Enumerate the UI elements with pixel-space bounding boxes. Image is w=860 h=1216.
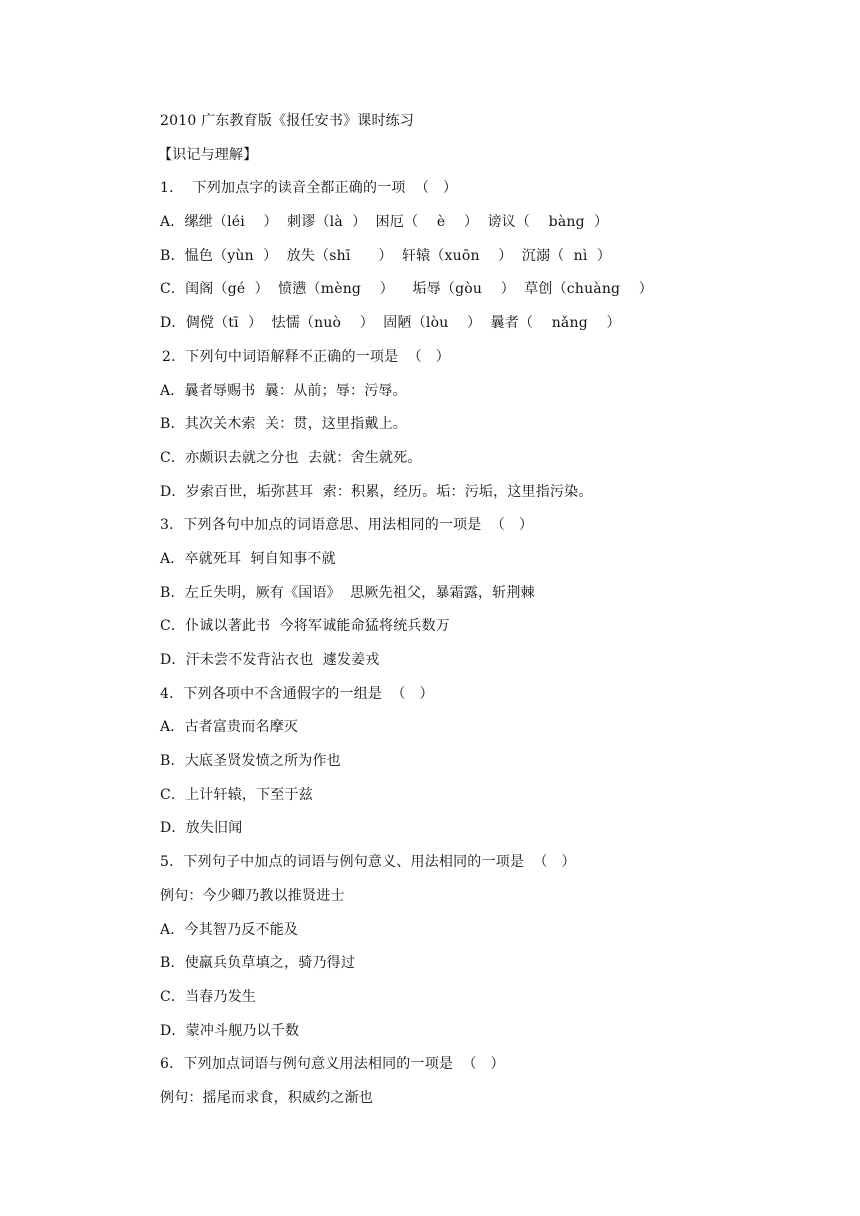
question-4: 4．下列各项中不含通假字的一组是 （ ） <box>160 685 434 702</box>
question-5: 5．下列句子中加点的词语与例句意义、用法相同的一项是 （ ） <box>160 854 576 871</box>
question-6: 6．下列加点词语与例句意义用法相同的一项是 （ ） <box>160 1056 505 1073</box>
question-3: 3．下列各句中加点的词语意思、用法相同的一项是 （ ） <box>160 517 534 534</box>
section-heading: 【识记与理解】 <box>158 146 258 163</box>
q1-option-d: D．倜傥（tī ） 怯懦（nuò ） 固陋（lòu ） 曩者（ nǎng ） <box>160 315 621 332</box>
q1-option-c: C．闺阁（gé ） 愤懑（mèng ） 垢辱（gòu ） 草创（chuàng ） <box>160 281 654 298</box>
q2-option-b: B．其次关木索 关：贯，这里指戴上。 <box>160 416 407 433</box>
q4-option-a: A．古者富贵而名摩灭 <box>160 719 299 736</box>
q5-option-d: D．蒙冲斗舰乃以千数 <box>160 1022 300 1039</box>
q6-example: 例句：摇尾而求食，积威约之渐也 <box>160 1089 373 1106</box>
q4-option-d: D．放失旧闻 <box>160 820 243 837</box>
q1-option-b: B．愠色（yùn ） 放失（shī ） 轩辕（xuōn ） 沉溺（ nì ） <box>160 247 612 264</box>
q5-example: 例句：今少卿乃教以推贤进士 <box>160 887 345 904</box>
q3-option-a: A．卒就死耳 轲自知事不就 <box>160 550 336 567</box>
q4-option-b: B．大底圣贤发愤之所为作也 <box>160 753 341 770</box>
q2-option-d: D．岁索百世，垢弥甚耳 索：积累，经历。垢：污垢，这里指污染。 <box>160 483 593 500</box>
q4-option-c: C．上计轩辕，下至于兹 <box>160 786 313 803</box>
q2-option-c: C．亦颇识去就之分也 去就：舍生就死。 <box>160 449 422 466</box>
q1-option-a: A．缧绁（léi ） 刺谬（là ） 困厄（ è ） 谤议（ bàng ） <box>160 214 609 231</box>
q5-option-a: A．今其智乃反不能及 <box>160 921 299 938</box>
q3-option-b: B．左丘失明，厥有《国语》 思厥先祖父，暴霜露，斩荆棘 <box>160 584 535 601</box>
q3-option-c: C．仆诚以著此书 今将军诚能命猛将统兵数万 <box>160 618 451 635</box>
q2-option-a: A．曩者辱赐书 曩：从前；辱：污辱。 <box>160 382 407 399</box>
q5-option-b: B．使羸兵负草填之，骑乃得过 <box>160 955 356 972</box>
question-1: 1． 下列加点字的读音全都正确的一项 （ ） <box>160 180 458 197</box>
q3-option-d: D．汗未尝不发背沾衣也 遽发姜戎 <box>160 652 380 668</box>
document-title: 2010 广东教育版《报任安书》课时练习 <box>160 113 415 129</box>
q5-option-c: C．当春乃发生 <box>160 988 257 1005</box>
question-2: 2．下列句中词语解释不正确的一项是 （ ） <box>162 348 450 365</box>
document-page <box>160 111 800 1122</box>
